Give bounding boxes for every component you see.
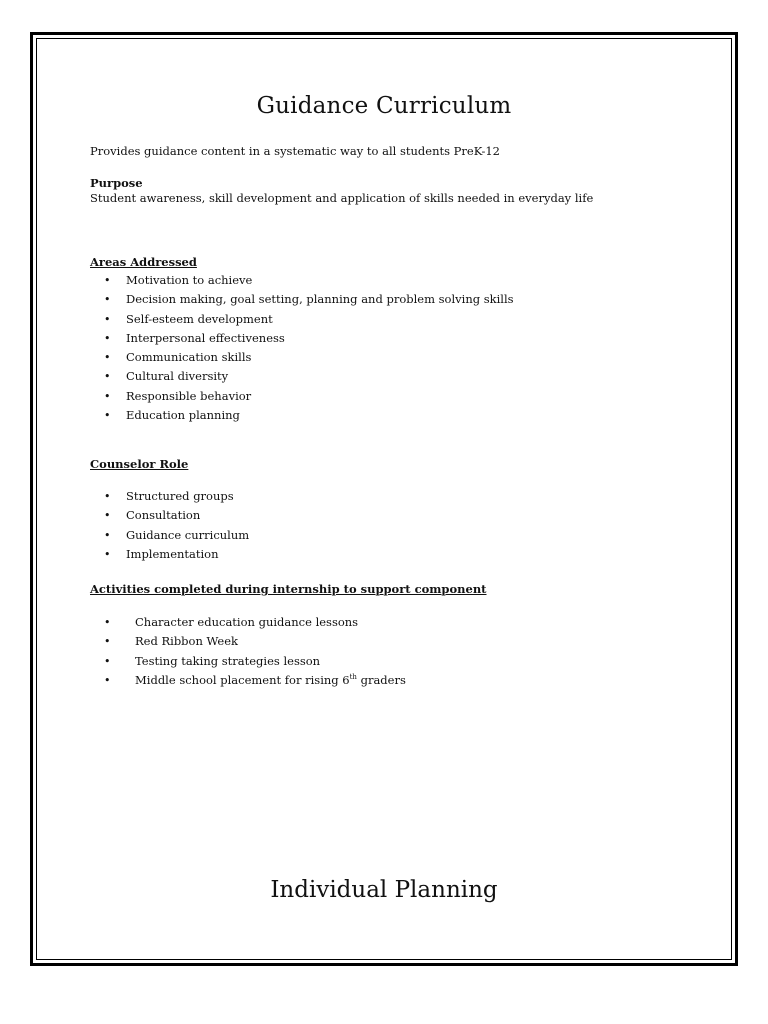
bullet-icon: • [104,654,111,668]
list-item: • Decision making, goal setting, planning and problem solving skills [126,290,514,309]
bullet-icon: • [104,490,111,503]
list-item: • Cultural diversity [126,367,514,386]
next-section-title: Individual Planning [270,877,498,903]
bullet-icon: • [104,547,111,561]
bullet-icon: • [104,331,111,345]
list-item: • Red Ribbon Week [135,632,406,651]
list-item: • Responsible behavior [126,387,514,406]
list-item: • Guidance curriculum [126,526,249,545]
list-item: • Testing taking strategies lesson [135,652,406,671]
page-title: Guidance Curriculum [256,93,512,119]
bullet-icon: • [104,370,111,384]
bullet-icon: • [104,312,111,326]
activities-list [104,613,406,690]
list-item: • Consultation [126,506,249,525]
list-item: • Interpersonal effectiveness [126,329,514,348]
counselor-list [104,487,250,564]
list-item: • Communication skills [126,348,514,367]
list-item: • Middle school placement for rising 6th graders [135,671,406,690]
bullet-icon: • [104,351,111,365]
bullet-icon: • [104,616,111,629]
list-item: • Motivation to achieve [126,271,514,290]
list-item: • Character education guidance lessons [135,613,406,632]
bullet-icon: • [104,409,111,423]
bullet-icon: • [104,673,111,687]
counselor-heading: Counselor Role [90,457,189,471]
bullet-icon: • [104,274,111,287]
purpose-heading: Purpose [90,176,143,190]
areas-heading: Areas Addressed [90,255,197,269]
bullet-icon: • [104,389,111,403]
list-item: • Structured groups [126,487,249,506]
bullet-icon: • [104,509,111,523]
bullet-icon: • [104,528,111,542]
list-item: • Education planning [126,406,514,425]
purpose-text: Student awareness, skill development and application of skills needed in everyday life [90,191,594,205]
bullet-icon: • [104,635,111,649]
bullet-icon: • [104,293,111,307]
activities-heading: Activities completed during internship to support component [90,582,487,596]
areas-list [104,271,514,425]
intro-text: Provides guidance content in a systematic way to all students PreK-12 [90,144,500,158]
list-item: • Implementation [126,545,249,564]
list-item: • Self-esteem development [126,310,514,329]
